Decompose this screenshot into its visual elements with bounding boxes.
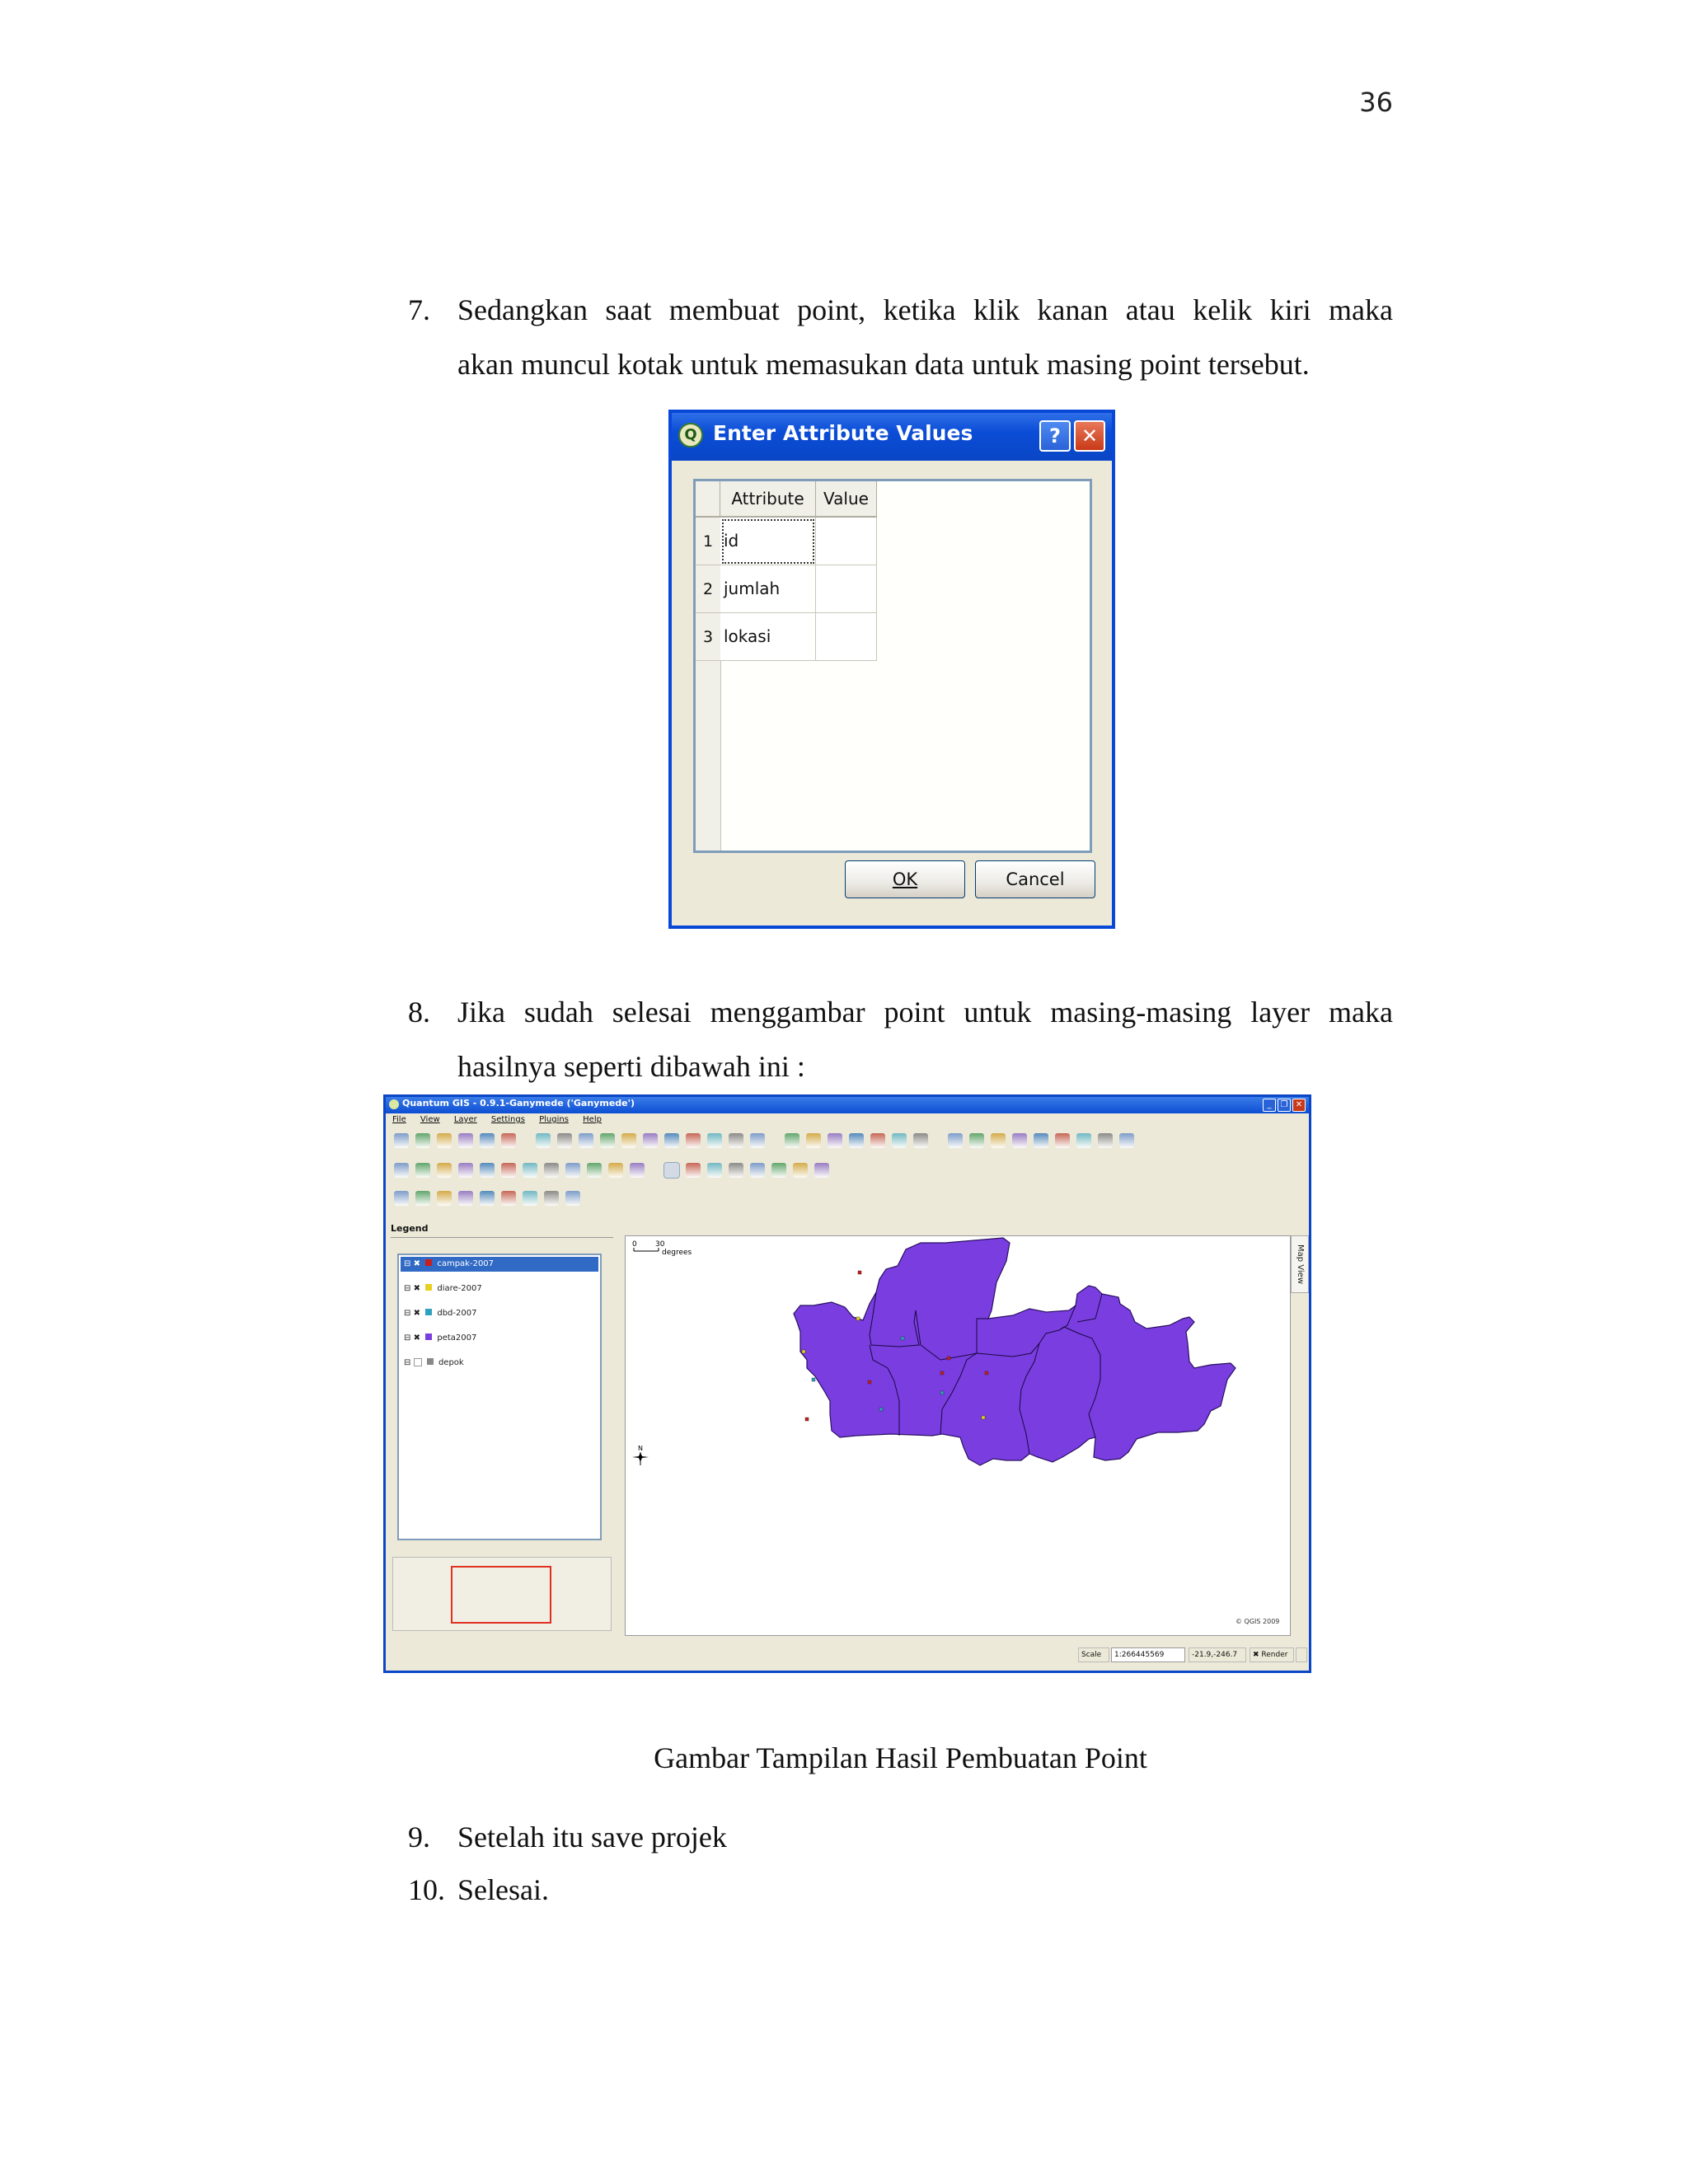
toolbar-tool-icon[interactable] (600, 1133, 615, 1148)
toolbar-tool-icon[interactable] (523, 1163, 537, 1178)
point-marker[interactable] (858, 1271, 861, 1274)
layer-icon (425, 1284, 432, 1291)
menu-help[interactable]: Help (583, 1115, 602, 1124)
layer-icon (427, 1358, 434, 1365)
point-marker[interactable] (947, 1357, 950, 1360)
dialog-title-bar[interactable] (672, 413, 1112, 461)
qgis-app-icon: Q (678, 423, 703, 448)
row-number[interactable]: 1 (696, 518, 720, 565)
point-marker[interactable] (940, 1371, 944, 1375)
toolbar-tool-icon[interactable] (458, 1133, 473, 1148)
point-marker[interactable] (805, 1418, 809, 1421)
menu-view[interactable]: View (420, 1115, 440, 1124)
toolbar-tool-icon[interactable] (415, 1133, 430, 1148)
qgis-icon (389, 1099, 399, 1109)
toolbar-tool-icon[interactable] (394, 1163, 409, 1178)
toolbar-tool-icon[interactable] (1055, 1133, 1070, 1148)
toolbar-tool-icon[interactable] (587, 1163, 602, 1178)
qgis-title-bar[interactable] (386, 1097, 1309, 1113)
expand-icon[interactable]: ⊟ (404, 1333, 411, 1343)
render-checkbox[interactable]: ✖ Render (1250, 1647, 1294, 1662)
toolbar-tool-icon[interactable] (892, 1133, 907, 1148)
map-canvas[interactable] (625, 1235, 1291, 1636)
close-icon[interactable]: ✕ (1292, 1099, 1306, 1112)
scale-label: Scale (1078, 1647, 1109, 1662)
point-marker[interactable] (802, 1350, 805, 1353)
point-marker[interactable] (982, 1416, 985, 1419)
toolbar-tool-icon[interactable] (458, 1163, 473, 1178)
scale-bar-unit: degrees (662, 1249, 692, 1257)
toolbar-tool-icon[interactable] (458, 1191, 473, 1206)
toolbar-tool-icon[interactable] (394, 1191, 409, 1206)
toolbar-tool-icon[interactable] (565, 1163, 580, 1178)
north-label: N (638, 1445, 643, 1452)
point-marker[interactable] (856, 1317, 860, 1320)
toolbar-tool-icon[interactable] (394, 1133, 409, 1148)
attribute-cell[interactable]: lokasi (720, 613, 816, 661)
menu-file[interactable]: File (392, 1115, 406, 1124)
row-number[interactable]: 3 (696, 613, 720, 661)
close-button[interactable]: ✕ (1074, 420, 1105, 452)
toolbar-tool-icon[interactable] (501, 1191, 516, 1206)
layer-name: campak-2007 (437, 1259, 495, 1268)
figure-caption: Gambar Tampilan Hasil Pembuatan Point (654, 1741, 1147, 1774)
layer-visibility-checkbox[interactable] (414, 1358, 422, 1366)
toolbar-tool-icon[interactable] (686, 1133, 701, 1148)
toolbar-tool-icon[interactable] (664, 1133, 679, 1148)
step-10-text: Selesai. (457, 1873, 549, 1906)
toolbar-tool-icon[interactable] (415, 1163, 430, 1178)
point-marker[interactable] (940, 1391, 944, 1394)
attribute-table (693, 479, 1092, 853)
step-10 (408, 1863, 1393, 1917)
table-corner[interactable] (696, 481, 720, 518)
step-7-line-2: akan muncul kotak untuk memasukan data untuk masing point tersebut. (457, 348, 1310, 381)
toolbar-tool-icon[interactable] (630, 1163, 645, 1178)
coordinates-display: -21.9,-246.7 (1189, 1647, 1246, 1662)
toolbar-tool-icon[interactable] (849, 1133, 864, 1148)
restore-icon[interactable]: ❐ (1278, 1099, 1291, 1112)
ok-button[interactable] (845, 860, 965, 898)
column-header-attribute[interactable]: Attribute (720, 481, 816, 518)
value-cell[interactable] (816, 518, 877, 565)
step-9 (408, 1810, 1393, 1864)
step-9-text: Setelah itu save projek (457, 1821, 727, 1854)
layer-name: diare-2007 (437, 1284, 482, 1293)
step-7-number: 7. (408, 293, 430, 326)
toolbar-tool-icon[interactable] (814, 1163, 829, 1178)
toolbar-tool-icon[interactable] (664, 1163, 679, 1178)
value-cell[interactable] (816, 613, 877, 661)
layer-icon (425, 1259, 432, 1266)
toolbar-tool-icon[interactable] (870, 1133, 885, 1148)
point-marker[interactable] (985, 1371, 988, 1375)
toolbar-tool-icon[interactable] (707, 1163, 722, 1178)
attribute-cell[interactable]: jumlah (720, 565, 816, 613)
toolbar-tool-icon[interactable] (415, 1191, 430, 1206)
menu-layer[interactable]: Layer (453, 1115, 477, 1124)
layer-visibility-checkbox[interactable]: ✖ (413, 1309, 420, 1318)
toolbar-tool-icon[interactable] (579, 1133, 593, 1148)
toolbar-tool-icon[interactable] (536, 1133, 551, 1148)
toolbar-tool-icon[interactable] (793, 1163, 808, 1178)
point-marker[interactable] (812, 1378, 815, 1381)
toolbar-tool-icon[interactable] (785, 1133, 799, 1148)
expand-icon[interactable]: ⊟ (404, 1284, 411, 1293)
toolbar-tool-icon[interactable] (686, 1163, 701, 1178)
legend-layer-campak[interactable] (401, 1257, 598, 1272)
toolbar-tool-icon[interactable] (480, 1133, 495, 1148)
toolbar-tool-icon[interactable] (544, 1163, 559, 1178)
toolbar-tool-icon[interactable] (1012, 1133, 1027, 1148)
toolbar-tool-icon[interactable] (501, 1133, 516, 1148)
value-cell[interactable] (816, 565, 877, 613)
toolbar-tool-icon[interactable] (828, 1133, 842, 1148)
row-number[interactable]: 2 (696, 565, 720, 613)
toolbar-tool-icon[interactable] (565, 1191, 580, 1206)
map-view-tab[interactable]: Map View (1291, 1235, 1309, 1293)
toolbar-tool-icon[interactable] (969, 1133, 984, 1148)
legend-layer-diare[interactable] (401, 1282, 598, 1296)
point-marker[interactable] (868, 1380, 871, 1384)
expand-icon[interactable]: ⊟ (404, 1358, 411, 1367)
toolbar-tool-icon[interactable] (806, 1133, 821, 1148)
expand-icon[interactable]: ⊟ (404, 1309, 411, 1318)
ok-label: OK (892, 869, 918, 889)
step-8-line-2: hasilnya seperti dibawah ini : (457, 1050, 805, 1083)
north-arrow (632, 1445, 649, 1465)
layer-name: dbd-2007 (437, 1309, 477, 1318)
layer-visibility-checkbox[interactable]: ✖ (413, 1333, 420, 1343)
scale-bar-thirty: 30 (655, 1240, 665, 1249)
layer-visibility-checkbox[interactable]: ✖ (413, 1259, 420, 1268)
toolbar-tool-icon[interactable] (729, 1133, 743, 1148)
scale-input[interactable]: 1:266445569 (1111, 1647, 1185, 1662)
toolbar-tool-icon[interactable] (1119, 1133, 1134, 1148)
layer-visibility-checkbox[interactable]: ✖ (413, 1284, 420, 1293)
overview-panel[interactable] (392, 1557, 612, 1631)
toolbar-tool-icon[interactable] (707, 1133, 722, 1148)
cancel-label: Cancel (1006, 869, 1065, 889)
legend-panel (397, 1254, 602, 1540)
step-7-line-1: Sedangkan saat membuat point, ketika klik kanan atau kelik kiri maka (457, 293, 1393, 326)
toolbar-tool-icon[interactable] (501, 1163, 516, 1178)
step-8-number: 8. (408, 996, 430, 1029)
qgis-window (383, 1094, 1311, 1673)
toolbar-tool-icon[interactable] (771, 1163, 786, 1178)
point-marker[interactable] (879, 1408, 883, 1411)
toolbar-file (391, 1128, 1297, 1153)
toolbar-tool-icon[interactable] (948, 1133, 963, 1148)
legend-title: Legend (391, 1223, 429, 1234)
dialog-title: Enter Attribute Values (713, 421, 973, 445)
toolbar-digitizing (391, 1158, 1297, 1183)
layer-name: peta2007 (437, 1333, 477, 1343)
qgis-menu-bar (392, 1115, 613, 1128)
toolbar-tool-icon[interactable] (1076, 1133, 1091, 1148)
toolbar-tool-icon[interactable] (557, 1133, 572, 1148)
page-number: 36 (1359, 87, 1393, 118)
toolbar-tool-icon[interactable] (480, 1191, 495, 1206)
toolbar-tool-icon[interactable] (643, 1133, 658, 1148)
step-7 (408, 283, 1393, 398)
legend-layer-peta[interactable] (401, 1331, 598, 1346)
toolbar-tool-icon[interactable] (544, 1191, 559, 1206)
toolbar-tool-icon[interactable] (1034, 1133, 1048, 1148)
toolbar-tool-icon[interactable] (729, 1163, 743, 1178)
step-10-number: 10. (408, 1873, 445, 1906)
step-8-text (457, 985, 1393, 1094)
legend-layer-dbd[interactable] (401, 1306, 598, 1321)
stop-render-icon[interactable] (1296, 1647, 1307, 1662)
legend-divider (391, 1237, 613, 1238)
step-8-line-1: Jika sudah selesai menggambar point untuk masing-masing layer maka (457, 996, 1393, 1029)
toolbar-plugins (391, 1186, 1297, 1211)
toolbar-tool-icon[interactable] (750, 1133, 765, 1148)
toolbar-tool-icon[interactable] (621, 1133, 636, 1148)
enter-attribute-values-dialog (668, 410, 1115, 929)
overview-extent-rectangle[interactable] (451, 1566, 551, 1624)
menu-settings[interactable]: Settings (490, 1115, 525, 1124)
map-svg (626, 1236, 1290, 1635)
column-header-value[interactable]: Value (816, 481, 877, 518)
help-button[interactable]: ? (1039, 420, 1071, 452)
step-8 (408, 985, 1393, 1100)
attribute-cell[interactable]: id (720, 518, 816, 565)
point-marker[interactable] (901, 1337, 904, 1340)
toolbar-tool-icon[interactable] (608, 1163, 623, 1178)
layer-icon (425, 1333, 432, 1340)
qgis-window-title: Quantum GIS - 0.9.1-Ganymede ('Ganymede') (402, 1098, 635, 1108)
menu-plugins[interactable]: Plugins (539, 1115, 569, 1124)
copyright-label: © QGIS 2009 (1236, 1618, 1280, 1625)
step-7-text (457, 283, 1393, 391)
render-label: Render (1261, 1651, 1288, 1659)
toolbar-tool-icon[interactable] (437, 1133, 452, 1148)
toolbar-tool-icon[interactable] (437, 1191, 452, 1206)
cancel-button[interactable] (975, 860, 1095, 898)
scale-bar-zero: 0 (632, 1240, 637, 1249)
toolbar-tool-icon[interactable] (750, 1163, 765, 1178)
toolbar-tool-icon[interactable] (437, 1163, 452, 1178)
toolbar-tool-icon[interactable] (523, 1191, 537, 1206)
layer-name: depok (438, 1358, 464, 1367)
toolbar-tool-icon[interactable] (913, 1133, 928, 1148)
toolbar-tool-icon[interactable] (991, 1133, 1006, 1148)
layer-icon (425, 1309, 432, 1315)
toolbar-tool-icon[interactable] (480, 1163, 495, 1178)
step-9-number: 9. (408, 1821, 430, 1854)
legend-layer-depok[interactable] (401, 1356, 598, 1371)
minimize-icon[interactable]: _ (1263, 1099, 1276, 1112)
toolbar-tool-icon[interactable] (1098, 1133, 1113, 1148)
expand-icon[interactable]: ⊟ (404, 1259, 411, 1268)
